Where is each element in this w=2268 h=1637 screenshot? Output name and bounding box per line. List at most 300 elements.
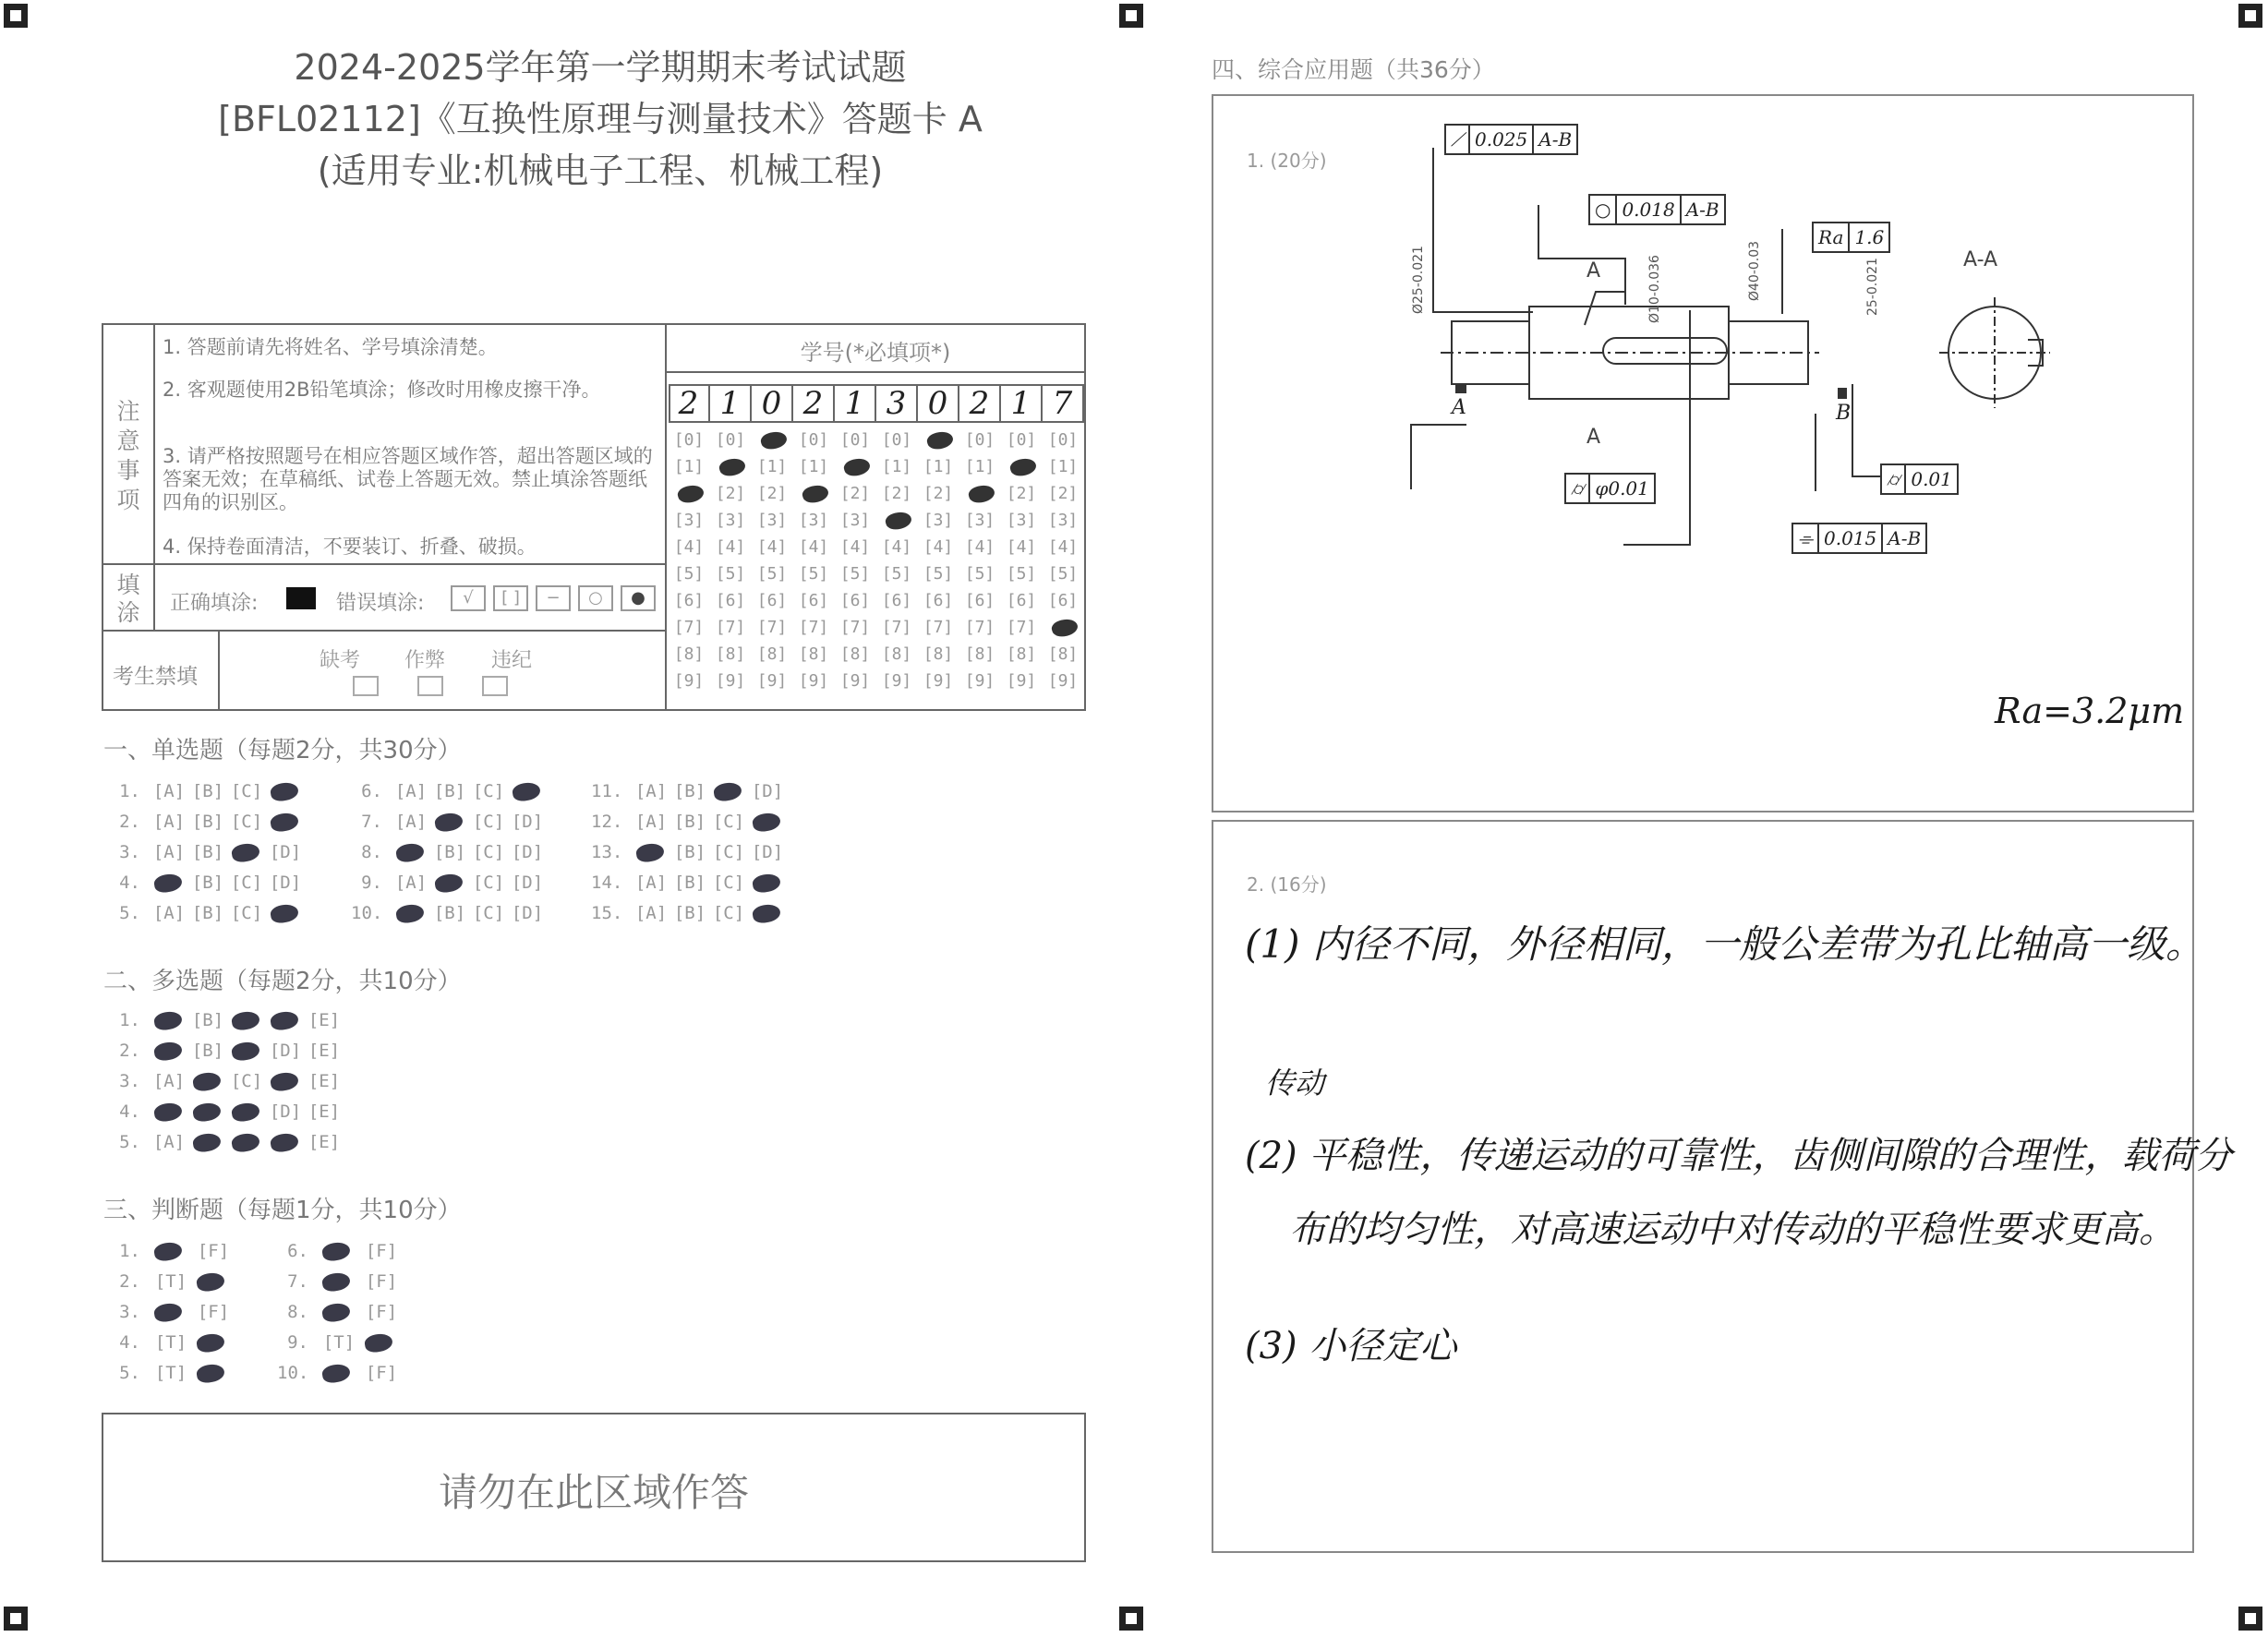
answer-bubble[interactable]: [C] [472, 903, 505, 923]
student-id-bubble[interactable]: [7] [715, 618, 746, 637]
notice-label-4: 项 [116, 487, 140, 513]
question-row [109, 1332, 235, 1353]
student-id-digit: 2 [669, 386, 710, 421]
answer-bubble[interactable]: [A] [634, 903, 668, 923]
answer-bubble[interactable]: [A] [394, 781, 428, 801]
answer-bubble[interactable]: [A] [152, 1132, 186, 1152]
answer-bubble-filled[interactable] [192, 1332, 235, 1353]
answer-bubble[interactable]: [B] [433, 842, 466, 862]
student-id-bubble[interactable]: [1] [798, 457, 829, 476]
student-id-bubble[interactable]: [4] [839, 537, 871, 557]
student-id-bubble[interactable]: [9] [881, 671, 912, 691]
student-id-bubble[interactable]: [1] [964, 457, 995, 476]
answer-bubble[interactable]: [A] [152, 1071, 186, 1091]
status-absent-checkbox[interactable] [353, 676, 379, 696]
question-number: 13. [591, 842, 623, 862]
answer-bubble-filled[interactable] [430, 873, 469, 893]
question-row [109, 1363, 235, 1383]
student-id-bubble[interactable]: [7] [673, 618, 705, 637]
student-id-bubble[interactable]: [1] [881, 457, 912, 476]
student-id-bubble[interactable]: [6] [756, 591, 788, 610]
question-row [109, 1071, 344, 1091]
answer-bubble[interactable]: [C] [712, 873, 745, 893]
answer-bubble-filled[interactable] [188, 1132, 227, 1152]
wrong-fill-label: 错误填涂: [336, 592, 425, 615]
student-id-bubble[interactable]: [8] [881, 644, 912, 664]
student-id-bubble[interactable]: [4] [923, 537, 954, 557]
q2-answer-2a: (2) 平稳性，传递运动的可靠性，齿侧间隙的合理性，载荷分 [1245, 1135, 2233, 1177]
answer-bubble[interactable]: [C] [472, 842, 505, 862]
info-divider-h1 [102, 563, 667, 565]
student-id-bubble[interactable]: [2] [1047, 484, 1079, 503]
q2-answer-1: (1) 内径不同，外径相同，一般公差带为孔比轴高一级。 [1245, 921, 2204, 967]
answer-bubble-filled[interactable] [266, 781, 305, 801]
student-id-bubble[interactable]: [2] [1006, 484, 1037, 503]
answer-bubble-filled[interactable] [266, 812, 305, 832]
notice-item-4: 4. 保持卷面清洁，不要装订、折叠、破损。 [163, 536, 537, 558]
answer-bubble[interactable]: [C] [230, 781, 263, 801]
answer-bubble[interactable]: [C] [472, 781, 505, 801]
answer-bubble[interactable]: [A] [152, 842, 186, 862]
answer-bubble-filled[interactable] [150, 1302, 192, 1322]
question-number: 7. [287, 1271, 308, 1292]
question-number: 1. [119, 1241, 140, 1261]
answer-bubble[interactable]: [C] [472, 812, 505, 832]
student-id-bubble[interactable]: [0] [881, 430, 912, 450]
student-id-bubble[interactable]: [8] [673, 644, 705, 664]
student-id-digit: 1 [710, 386, 752, 421]
student-id-bubble[interactable]: [1] [1047, 457, 1079, 476]
student-id-bubble[interactable]: [6] [839, 591, 871, 610]
answer-bubble-filled[interactable] [150, 1010, 188, 1030]
corner-mark-bottom-left [4, 1607, 28, 1631]
answer-bubble[interactable]: [A] [634, 812, 668, 832]
student-id-bubble[interactable]: [5] [964, 564, 995, 584]
answer-bubble[interactable]: [C] [230, 903, 263, 923]
answer-bubble[interactable]: [A] [394, 812, 428, 832]
student-id-bubble[interactable]: [9] [1006, 671, 1037, 691]
corner-mark-bottom-right [2238, 1607, 2262, 1631]
student-id-bubble[interactable]: [2] [756, 484, 788, 503]
answer-bubble[interactable]: [A] [152, 781, 186, 801]
major-subtitle: (适用专业:机械电子工程、机械工程) [317, 150, 884, 191]
student-id-bubble[interactable]: [5] [673, 564, 705, 584]
student-id-bubble[interactable]: [5] [798, 564, 829, 584]
answer-bubble-filled[interactable] [227, 842, 266, 862]
student-id-bubble[interactable]: [8] [923, 644, 954, 664]
student-id-bubble[interactable]: [4] [881, 537, 912, 557]
question-number: 6. [361, 781, 382, 801]
student-id-bubble[interactable]: [0] [715, 430, 746, 450]
shaft-drawing [1385, 120, 2050, 563]
answer-bubble[interactable]: [F] [197, 1302, 230, 1322]
answer-bubble[interactable]: [D] [269, 873, 302, 893]
student-id-bubble[interactable]: [2] [715, 484, 746, 503]
student-id-bubble[interactable]: [6] [673, 591, 705, 610]
tol-bottom-datum: A-B [1888, 527, 1922, 549]
section-mark-a-bottom: A [1586, 426, 1601, 449]
student-id-bubble[interactable]: [1] [673, 457, 705, 476]
answer-bubble-filled[interactable] [227, 1132, 266, 1152]
question-number: 11. [591, 781, 623, 801]
status-violation-checkbox[interactable] [482, 676, 508, 696]
answer-bubble-filled[interactable] [227, 1010, 266, 1030]
answer-bubble-filled[interactable] [188, 1071, 227, 1091]
answer-bubble-filled[interactable] [748, 812, 787, 832]
answer-bubble[interactable]: [A] [152, 903, 186, 923]
q2-answer-insert: 传动 [1265, 1065, 1325, 1101]
answer-bubble[interactable]: [F] [197, 1241, 230, 1261]
student-id-bubble[interactable]: [9] [798, 671, 829, 691]
answer-bubble[interactable]: [B] [191, 842, 224, 862]
question-row [591, 903, 787, 923]
answer-bubble[interactable]: [C] [230, 873, 263, 893]
question-row [351, 903, 547, 923]
answer-bubble-filled[interactable] [266, 903, 305, 923]
student-id-digit: 2 [959, 386, 1001, 421]
question-number: 4. [119, 1332, 140, 1353]
student-id-bubble[interactable]: [7] [964, 618, 995, 637]
student-id-bubble[interactable]: [1] [756, 457, 788, 476]
student-id-bubble[interactable]: [4] [964, 537, 995, 557]
student-id-bubble[interactable]: [6] [881, 591, 912, 610]
answer-bubble[interactable]: [T] [154, 1332, 187, 1353]
question-row [109, 873, 305, 893]
question-row [109, 1041, 344, 1061]
tol-top-value: 0.025 [1470, 126, 1534, 153]
answer-bubble-filled[interactable] [227, 1101, 266, 1122]
answer-bubble[interactable]: [D] [511, 842, 544, 862]
notice-item-2: 2. 客观题使用2B铅笔填涂；修改时用橡皮擦干净。 [163, 379, 601, 401]
student-id-bubble[interactable]: [7] [1006, 618, 1037, 637]
answer-bubble[interactable]: [B] [191, 812, 224, 832]
answer-bubble[interactable]: [B] [191, 873, 224, 893]
info-divider-h2 [102, 630, 667, 632]
student-id-bubble[interactable]: [2] [839, 484, 871, 503]
answer-bubble[interactable]: [C] [712, 812, 745, 832]
tol-mid-value: 0.018 [1617, 196, 1681, 223]
tol-rough-value: 1.6 [1854, 226, 1885, 248]
student-id-bubble[interactable]: [6] [923, 591, 954, 610]
answer-bubble-filled[interactable] [318, 1302, 360, 1322]
student-id-bubble[interactable]: [9] [715, 671, 746, 691]
student-id-bubble[interactable]: [8] [839, 644, 871, 664]
question-row [109, 903, 305, 923]
question-row [277, 1241, 403, 1261]
question-row [109, 812, 305, 832]
question-number: 14. [591, 873, 623, 893]
answer-bubble[interactable]: [T] [154, 1363, 187, 1383]
question-row [351, 781, 547, 801]
section-label: A-A [1963, 248, 1998, 271]
answer-bubble-filled[interactable] [192, 1271, 235, 1292]
answer-bubble[interactable]: [D] [751, 781, 784, 801]
status-absent-label: 缺考 [320, 649, 361, 672]
student-id-bubble[interactable]: [7] [756, 618, 788, 637]
answer-bubble[interactable]: [C] [712, 842, 745, 862]
student-id-bubble[interactable]: [6] [1006, 591, 1037, 610]
tol-bottom-symbol: ⌯ [1793, 524, 1819, 552]
answer-bubble[interactable]: [B] [191, 903, 224, 923]
student-id-bubble[interactable]: [1] [923, 457, 954, 476]
info-divider-v3 [218, 630, 220, 711]
wrong-mark-circle: ○ [578, 585, 613, 611]
answer-bubble-filled[interactable] [266, 1132, 305, 1152]
wrong-fill-samples [451, 585, 656, 611]
question-row [109, 1271, 235, 1292]
question-number: 4. [119, 873, 140, 893]
corner-mark-top-center [1119, 4, 1143, 28]
answer-bubble-filled[interactable] [632, 842, 670, 862]
answer-bubble-filled[interactable] [508, 781, 547, 801]
wrong-mark-bracket: [ ] [493, 585, 528, 611]
answer-bubble-filled[interactable] [266, 1071, 305, 1091]
student-id-bubble[interactable]: [0] [839, 430, 871, 450]
tol-mid-symbol: ○ [1590, 196, 1617, 223]
tol-left-bottom-value: φ0.01 [1595, 477, 1649, 500]
student-id-bubble[interactable]: [2] [881, 484, 912, 503]
answer-bubble[interactable]: [A] [634, 781, 668, 801]
student-id-bubble[interactable]: [8] [715, 644, 746, 664]
answer-bubble[interactable]: [F] [365, 1363, 398, 1383]
answer-bubble-filled[interactable] [150, 1241, 192, 1261]
student-id-bubble[interactable]: [7] [839, 618, 871, 637]
student-id-bubble[interactable]: [3] [1047, 511, 1079, 530]
answer-bubble[interactable]: [E] [308, 1041, 341, 1061]
answer-bubble[interactable]: [D] [751, 842, 784, 862]
answer-bubble-filled[interactable] [748, 873, 787, 893]
fill-label-1: 填 [116, 572, 140, 598]
answer-bubble-filled[interactable] [150, 1101, 188, 1122]
roughness-note: Ra=3.2μm [1995, 691, 2185, 731]
answer-bubble-filled[interactable] [150, 1041, 188, 1061]
datum-b-label: B [1836, 402, 1852, 425]
student-id-bubble[interactable]: [6] [798, 591, 829, 610]
student-id-bubble[interactable]: [3] [964, 511, 995, 530]
answer-bubble-filled[interactable] [748, 903, 787, 923]
answer-bubble-filled[interactable] [150, 873, 188, 893]
answer-bubble[interactable]: [B] [673, 873, 706, 893]
question-number: 3. [119, 842, 140, 862]
question-number: 15. [591, 903, 623, 923]
student-id-bubble[interactable]: [4] [715, 537, 746, 557]
notice-label-2: 意 [116, 427, 140, 454]
student-id-bubble[interactable]: [9] [756, 671, 788, 691]
answer-bubble[interactable]: [B] [673, 903, 706, 923]
question-number: 9. [361, 873, 382, 893]
question-row [109, 1241, 235, 1261]
roughness-box [1812, 222, 1890, 253]
student-id-bubble[interactable]: [0] [964, 430, 995, 450]
tol-mid-datum: A-B [1685, 199, 1719, 221]
student-id-bubble[interactable]: [8] [964, 644, 995, 664]
answer-bubble-filled[interactable] [266, 1010, 305, 1030]
answer-bubble[interactable]: [D] [511, 873, 544, 893]
answer-bubble[interactable]: [C] [712, 903, 745, 923]
student-id-digit: 3 [876, 386, 918, 421]
student-id-bubble[interactable]: [6] [715, 591, 746, 610]
student-id-bubble[interactable]: [5] [881, 564, 912, 584]
question-number: 9. [287, 1332, 308, 1353]
tolerance-coaxiality-right [1880, 463, 1959, 495]
student-id-bubble[interactable]: [3] [798, 511, 829, 530]
question-row [277, 1302, 403, 1322]
student-id-bubble[interactable]: [0] [798, 430, 829, 450]
question-number: 1. [119, 1010, 140, 1030]
question-row [277, 1271, 403, 1292]
answer-bubble[interactable]: [B] [191, 1010, 224, 1030]
question-number: 5. [119, 1363, 140, 1383]
answer-bubble[interactable]: [C] [230, 812, 263, 832]
answer-bubble-filled[interactable] [188, 1101, 227, 1122]
answer-bubble[interactable]: [D] [511, 812, 544, 832]
status-cheat-checkbox[interactable] [417, 676, 443, 696]
question-row [351, 873, 547, 893]
answer-bubble[interactable]: [E] [308, 1132, 341, 1152]
datum-a-label: A [1452, 396, 1466, 419]
student-id-bubble[interactable]: [5] [715, 564, 746, 584]
student-id-bubble[interactable]: [3] [715, 511, 746, 530]
student-id-bubble[interactable]: [0] [1006, 430, 1037, 450]
answer-bubble[interactable]: [B] [433, 781, 466, 801]
student-id-bubble[interactable]: [8] [1047, 644, 1079, 664]
student-id-bubble[interactable]: [6] [964, 591, 995, 610]
fill-label-2: 涂 [116, 599, 140, 626]
dim-left-diameter: Ø25-0.021 [1411, 246, 1426, 314]
student-id-title: 学号(*必填项*) [800, 340, 951, 366]
answer-bubble[interactable]: [B] [191, 1041, 224, 1061]
answer-bubble-filled[interactable] [360, 1332, 403, 1353]
q2-answer-3: (3) 小径定心 [1245, 1325, 1457, 1367]
student-id-bubble[interactable]: [6] [1047, 591, 1079, 610]
answer-bubble[interactable]: [T] [322, 1332, 356, 1353]
tol-top-symbol: ⟋ [1446, 126, 1470, 153]
answer-bubble-filled[interactable] [430, 812, 469, 832]
answer-bubble-filled[interactable] [318, 1363, 360, 1383]
student-id-digit: 1 [835, 386, 876, 421]
student-id-bubble[interactable]: [5] [839, 564, 871, 584]
question-row [109, 1132, 344, 1152]
student-id-bubble[interactable]: [9] [964, 671, 995, 691]
student-id-bubble[interactable]: [8] [1006, 644, 1037, 664]
answer-bubble-filled[interactable] [709, 781, 748, 801]
answer-bubble[interactable]: [D] [269, 842, 302, 862]
correct-fill-label: 正确填涂: [170, 592, 259, 615]
corner-mark-bottom-center [1119, 1607, 1143, 1631]
student-id-bubble[interactable]: [3] [756, 511, 788, 530]
question-number: 2. [119, 812, 140, 832]
student-id-bubble[interactable]: [3] [839, 511, 871, 530]
wrong-mark-dot: ● [621, 585, 656, 611]
student-id-bubble[interactable]: [4] [798, 537, 829, 557]
answer-bubble-filled[interactable] [392, 903, 430, 923]
info-divider-v4 [153, 563, 155, 630]
question-row [591, 842, 787, 862]
student-id-bubble[interactable]: [4] [1047, 537, 1079, 557]
tol-right-bottom-value: 0.01 [1911, 468, 1952, 490]
answer-bubble[interactable]: [B] [673, 842, 706, 862]
tol-rough-symbol: Ra [1814, 223, 1850, 251]
answer-bubble[interactable]: [A] [634, 873, 668, 893]
tol-right-bottom-symbol: ⌭ [1882, 465, 1906, 493]
student-id-bubble[interactable]: [8] [798, 644, 829, 664]
answer-bubble[interactable]: [A] [152, 812, 186, 832]
student-id-bubble[interactable]: [8] [756, 644, 788, 664]
student-id-bubble[interactable]: [9] [839, 671, 871, 691]
answer-bubble[interactable]: [F] [365, 1241, 398, 1261]
answer-bubble[interactable]: [B] [433, 903, 466, 923]
student-id-bubble[interactable]: [4] [1006, 537, 1037, 557]
student-id-bubble[interactable]: [5] [923, 564, 954, 584]
student-id-bubble[interactable]: [4] [756, 537, 788, 557]
answer-bubble-filled[interactable] [318, 1271, 360, 1292]
answer-bubble[interactable]: [D] [269, 1041, 302, 1061]
corner-mark-top-left [4, 4, 28, 28]
tol-bottom-value: 0.015 [1819, 524, 1883, 552]
answer-bubble[interactable]: [C] [472, 873, 505, 893]
answer-bubble[interactable]: [C] [230, 1071, 263, 1091]
answer-bubble[interactable]: [F] [365, 1302, 398, 1322]
dim-key-diameter: Ø10-0.036 [1647, 255, 1662, 323]
student-id-bubble[interactable]: [3] [1006, 511, 1037, 530]
student-id-bubble[interactable]: [7] [881, 618, 912, 637]
answer-bubble[interactable]: [B] [191, 781, 224, 801]
student-id-bubble[interactable]: [3] [923, 511, 954, 530]
student-id-bubble[interactable]: [2] [923, 484, 954, 503]
answer-bubble[interactable]: [D] [511, 903, 544, 923]
question-row [109, 1010, 344, 1030]
student-id-bubble[interactable]: [3] [673, 511, 705, 530]
student-id-bubble[interactable]: [9] [923, 671, 954, 691]
student-id-bubble[interactable]: [4] [673, 537, 705, 557]
question-row [351, 842, 547, 862]
answer-bubble[interactable]: [B] [673, 812, 706, 832]
exam-status-label: 考生禁填 [113, 665, 198, 689]
answer-bubble[interactable]: [E] [308, 1010, 341, 1030]
student-id-bubble[interactable]: [5] [1006, 564, 1037, 584]
student-id-bubble[interactable]: [0] [1047, 430, 1079, 450]
correct-fill-sample [286, 587, 316, 609]
student-id-bubble[interactable]: [5] [756, 564, 788, 584]
student-id-bubble[interactable]: [9] [673, 671, 705, 691]
answer-bubble[interactable]: [E] [308, 1071, 341, 1091]
info-divider-v2 [665, 323, 667, 711]
student-id-bubble[interactable]: [7] [923, 618, 954, 637]
answer-bubble[interactable]: [B] [673, 781, 706, 801]
q2-label: 2. (16分) [1247, 873, 1327, 896]
student-id-bubble[interactable]: [0] [673, 430, 705, 450]
question-row [351, 812, 547, 832]
answer-bubble[interactable]: [T] [154, 1271, 187, 1292]
answer-bubble-filled[interactable] [318, 1241, 360, 1261]
question-number: 5. [119, 1132, 140, 1152]
answer-bubble-filled[interactable] [227, 1041, 266, 1061]
answer-bubble[interactable]: [A] [394, 873, 428, 893]
notice-item-1: 1. 答题前请先将姓名、学号填涂清楚。 [163, 336, 498, 358]
tol-top-datum: A-B [1538, 128, 1573, 150]
answer-bubble[interactable]: [E] [308, 1101, 341, 1122]
student-id-bubble[interactable]: [5] [1047, 564, 1079, 584]
wrong-mark-dash: − [536, 585, 571, 611]
q2-answer-2b: 布的均匀性，对高速运动中对传动的平稳性要求更高。 [1289, 1209, 2176, 1251]
student-id-bubble[interactable]: [7] [798, 618, 829, 637]
answer-bubble-filled[interactable] [192, 1363, 235, 1383]
student-id-bubble[interactable]: [9] [1047, 671, 1079, 691]
answer-bubble[interactable]: [D] [269, 1101, 302, 1122]
answer-bubble[interactable]: [F] [365, 1271, 398, 1292]
answer-bubble-filled[interactable] [392, 842, 430, 862]
question-row [109, 1101, 344, 1122]
